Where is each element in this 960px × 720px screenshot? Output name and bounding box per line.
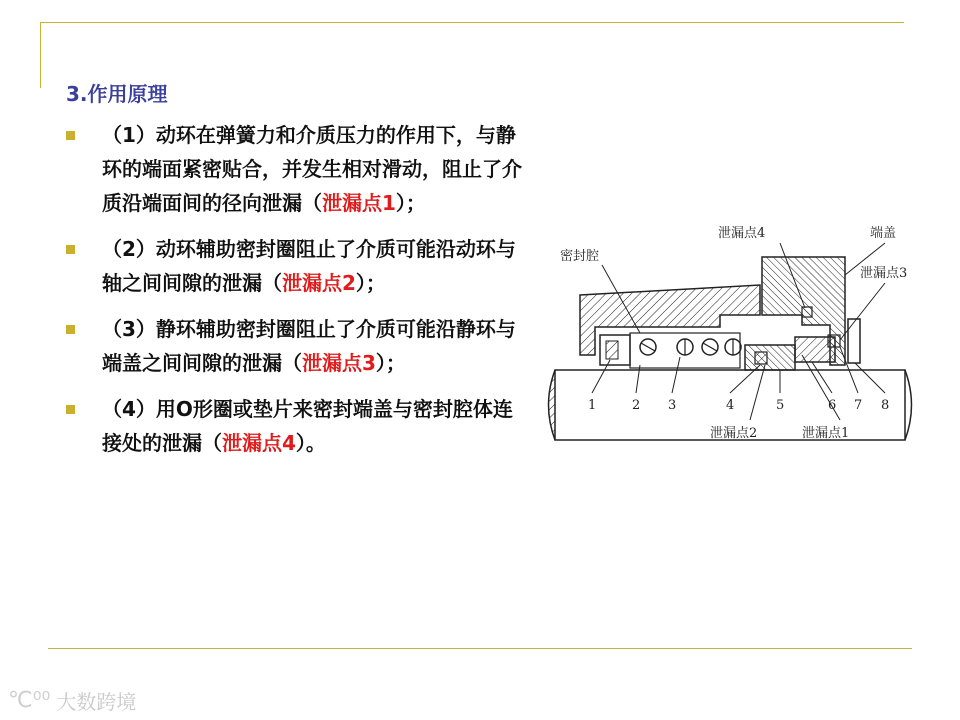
mechanical-seal-diagram xyxy=(540,215,920,455)
bullet-list xyxy=(62,118,522,460)
bullet-item-2 xyxy=(62,232,522,300)
stationary-ring-o-ring xyxy=(828,335,840,347)
bullet-text: （2）动环辅助密封圈阻止了介质可能沿动环与轴之间间隙的泄漏（ xyxy=(102,237,516,295)
bullet-marker xyxy=(66,131,75,140)
watermark-logo-icon: ℃⁰⁰ xyxy=(8,688,51,713)
watermark xyxy=(8,686,136,715)
section-title: 3.作用原理 xyxy=(66,82,168,106)
leak-point-label: 泄漏点2 xyxy=(282,271,356,295)
label-leak-point-2: 泄漏点2 xyxy=(710,426,758,441)
moving-ring-o-ring xyxy=(755,352,767,364)
part-number-8: 8 xyxy=(881,398,890,413)
bullet-text: （1）动环在弹簧力和介质压力的作用下，与静环的端面紧密贴合，并发生相对滑动，阻止了介质沿端面间的径向泄漏（ xyxy=(102,123,522,215)
bullet-marker xyxy=(66,405,75,414)
frame-bottom-line xyxy=(48,648,912,649)
label-end-cover: 端盖 xyxy=(870,226,897,241)
part-number-3: 3 xyxy=(668,398,677,413)
label-leak-point-4: 泄漏点4 xyxy=(718,226,766,241)
bullet-item-1 xyxy=(62,118,522,220)
moving-ring xyxy=(745,345,795,370)
bullet-marker xyxy=(66,245,75,254)
bullet-marker xyxy=(66,325,75,334)
bullet-text-end: ）。 xyxy=(295,431,326,455)
label-seal-chamber: 密封腔 xyxy=(560,249,600,264)
part-number-6: 6 xyxy=(828,398,837,413)
shaft-right-end xyxy=(905,370,912,440)
part-number-7: 7 xyxy=(854,398,863,413)
cover-gasket xyxy=(802,307,812,317)
part-number-5: 5 xyxy=(776,398,785,413)
bullet-text-end: ）； xyxy=(375,351,406,375)
bullet-text: （4）用O形圈或垫片来密封端盖与密封腔体连接处的泄漏（ xyxy=(102,397,513,455)
bullet-text-end: ）； xyxy=(395,191,426,215)
frame-top-line xyxy=(40,22,904,23)
leak-point-label: 泄漏点3 xyxy=(302,351,376,375)
part-number-1: 1 xyxy=(588,398,597,413)
shaft-left-end xyxy=(549,370,556,440)
part-number-4: 4 xyxy=(726,398,735,413)
leak-point-label: 泄漏点1 xyxy=(322,191,396,215)
watermark-text: 大数跨境 xyxy=(56,690,137,714)
frame-left-line xyxy=(40,22,41,88)
bullet-item-4 xyxy=(62,392,522,460)
part-number-2: 2 xyxy=(632,398,641,413)
set-screw xyxy=(606,341,618,359)
bullet-text: （3）静环辅助密封圈阻止了介质可能沿静环与端盖之间间隙的泄漏（ xyxy=(102,317,516,375)
label-leak-point-3: 泄漏点3 xyxy=(860,266,908,281)
bullet-item-3 xyxy=(62,312,522,380)
label-leak-point-1: 泄漏点1 xyxy=(802,426,850,441)
bullet-text-end: ）； xyxy=(355,271,386,295)
leak-point-label: 泄漏点4 xyxy=(222,431,296,455)
anti-rotation-pin xyxy=(848,319,860,363)
